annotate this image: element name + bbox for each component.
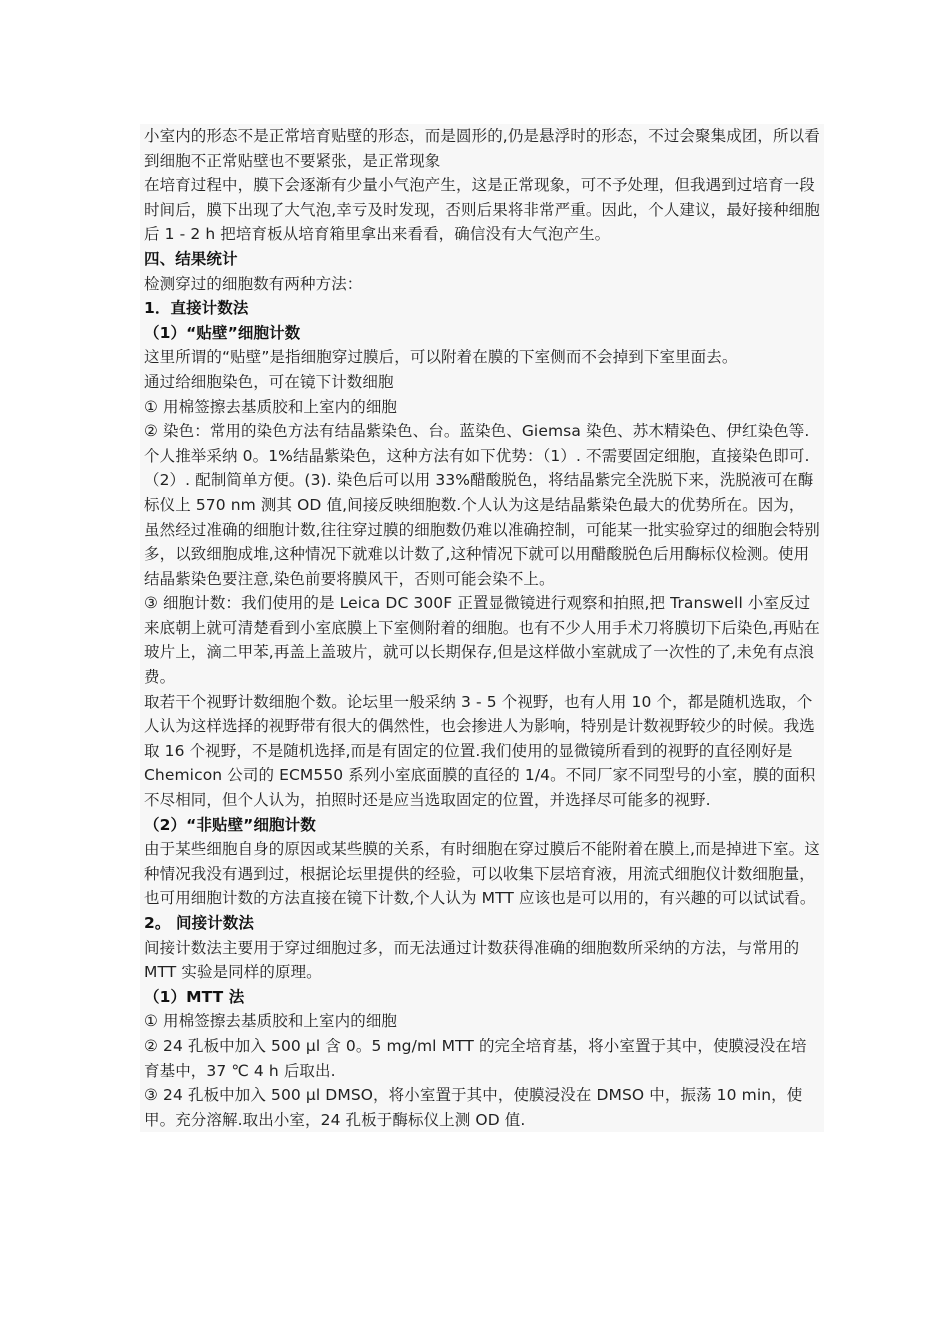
paragraph: 取若干个视野计数细胞个数。论坛里一般采纳 3 - 5 个视野，也有人用 10 个，都是随机选取，个人认为这样选择的视野带有很大的偶然性，也会掺进人为影响，特别是计数视野较少的时候。我选取 16 个视野，不是随机选择,而是有固定的位置.我们使用的显微镜所看到的视野的直径刚好是 Chemicon 公司的 ECM550 系列小室底面膜的直径的 1/4。不同厂家不同型号的小室，膜的面积不尽相同，但个人认为，拍照时还是应当选取固定的位置，并选择尽可能多的视野. [144,692,816,810]
step-item: ③ 24 孔板中加入 500 µl DMSO，将小室置于其中，使膜浸没在 DMSO 中，振荡 10 min，使甲。充分溶解.取出小室，24 孔板于酶标仪上测 OD 值. [144,1086,803,1129]
step-item: ③ 细胞计数：我们使用的是 Leica DC 300F 正置显微镜进行观察和拍照,把 Transwell 小室反过来底朝上就可清楚看到小室底膜上下室侧附着的细胞。也有不少人用手术刀将膜切下后染色,再贴在玻片上，滴二甲苯,再盖上盖玻片，就可以长期保存,但是这样做小室就成了一次性的了,未免有点浪费。 [144,594,820,687]
subsection-heading: （2）“非贴壁”细胞计数 [144,815,316,834]
subsection-heading: （1）MTT 法 [144,987,245,1006]
paragraph: 由于某些细胞自身的原因或某些膜的关系，有时细胞在穿过膜后不能附着在膜上,而是掉进下室。这种情况我没有遇到过，根据论坛里提供的经验，可以收集下层培育液，用流式细胞仪计数细胞量，也可用细胞计数的方法直接在镜下计数,个人认为 MTT 应该也是可以用的，有兴趣的可以试试看。 [144,840,820,908]
step-item: ① 用棉签擦去基质胶和上室内的细胞 [144,397,398,416]
section-heading: 四、结果统计 [144,249,238,268]
step-item: ① 用棉签擦去基质胶和上室内的细胞 [144,1012,398,1031]
step-item: ② 染色：常用的染色方法有结晶紫染色、台。蓝染色、Giemsa 染色、苏木精染色、伊红染色等.个人推举采纳 0。1%结晶紫染色，这种方法有如下优势：（1）. 不需要固定细胞，直接染色即可.（2）. 配制简单方便。(3). 染色后可以用 33%醋酸脱色，将结晶紫完全洗脱下来，洗脱液可在酶标仪上 570 nm 测其 OD 值,间接反映细胞数.个人认为这是结晶紫染色最大的优势所在。因为，虽然经过准确的细胞计数,往往穿过膜的细胞数仍难以准确控制，可能某一批实验穿过的细胞会特别多，以致细胞成堆,这种情况下就难以计数了,这种情况下就可以用醋酸脱色后用酶标仪检测。使用结晶紫染色要注意,染色前要将膜风干，否则可能会染不上。 [144,422,820,588]
subsection-heading: （1）“贴壁”细胞计数 [144,323,301,342]
paragraph: 检测穿过的细胞数有两种方法： [144,274,363,293]
paragraph: 这里所谓的“贴壁”是指细胞穿过膜后，可以附着在膜的下室侧而不会掉到下室里面去。 [144,348,738,367]
paragraph: 间接计数法主要用于穿过细胞过多，而无法通过计数获得准确的细胞数所采纳的方法，与常用的 MTT 实验是同样的原理。 [144,938,800,982]
document-body [144,124,824,1132]
subsection-heading: 1．直接计数法 [144,299,249,318]
paragraph: 小室内的形态不是正常培育贴壁的形态，而是圆形的,仍是悬浮时的形态，不过会聚集成团，所以看到细胞不正常贴壁也不要紧张，是正常现象 [144,127,820,170]
paragraph: 在培育过程中，膜下会逐渐有少量小气泡产生，这是正常现象，可不予处理，但我遇到过培育一段时间后，膜下出现了大气泡,幸亏及时发现，否则后果将非常严重。因此，个人建议，最好接种细胞后 1 - 2 h 把培育板从培育箱里拿出来看看，确信没有大气泡产生。 [144,176,820,244]
paragraph: 通过给细胞染色，可在镜下计数细胞 [144,372,394,391]
step-item: ② 24 孔板中加入 500 µl 含 0。5 mg/ml MTT 的完全培育基，将小室置于其中，使膜浸没在培育基中，37 ℃ 4 h 后取出. [144,1036,807,1080]
subsection-heading: 2。 间接计数法 [144,914,254,932]
